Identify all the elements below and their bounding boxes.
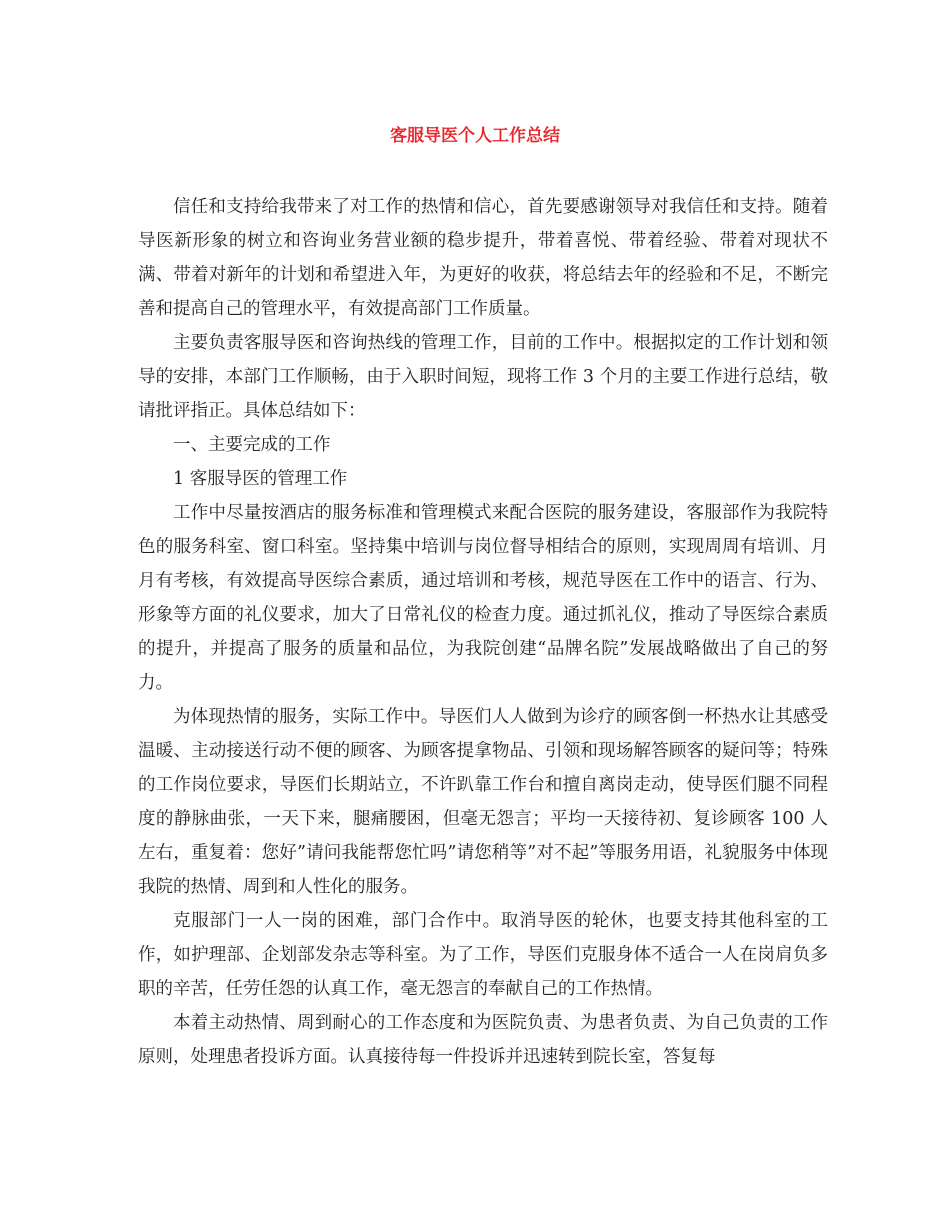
paragraph-responsibilities: 主要负责客服导医和咨询热线的管理工作，目前的工作中。根据拟定的工作计划和领导的安排，本部门工作顺畅，由于入职时间短，现将工作 3 个月的主要工作进行总结，敬请批评指正。具体总结如下： [138, 333, 828, 421]
section-heading: 一、主要完成的工作 [173, 435, 331, 455]
paragraph-intro: 信任和支持给我带来了对工作的热情和信心，首先要感谢领导对我信任和支持。随着导医新形象的树立和咨询业务营业额的稳步提升，带着喜悦、带着经验、带着对现状不满、带着对新年的计划和希望进入年，为更好的收获，将总结去年的经验和不足，不断完善和提高自己的管理水平，有效提高部门工作质量。 [138, 197, 828, 319]
document-body [138, 190, 828, 1074]
paragraph-cooperation: 克服部门一人一岗的困难，部门合作中。取消导医的轮休，也要支持其他科室的工作，如护理部、企划部发杂志等科室。为了工作，导医们克服身体不适合一人在岗肩负多职的辛苦，任劳任怨的认真工作，毫无怨言的奉献自己的工作热情。 [138, 911, 828, 999]
document-title: 客服导医个人工作总结 [390, 126, 560, 146]
paragraph-service: 为体现热情的服务，实际工作中。导医们人人做到为诊疗的顾客倒一杯热水让其感受温暖、主动接送行动不便的顾客、为顾客提拿物品、引领和现场解答顾客的疑问等；特殊的工作岗位要求，导医们长期站立，不许趴靠工作台和擅自离岗走动，使导医们腿不同程度的静脉曲张，一天下来，腿痛腰困，但毫无怨言；平均一天接待初、复诊顾客 100 人左右，重复着：您好”请问我能帮您忙吗”请您稍等”对不起”等服务用语，礼貌服务中体现我院的热情、周到和人性化的服务。 [138, 707, 828, 897]
paragraph-management: 工作中尽量按酒店的服务标准和管理模式来配合医院的服务建设，客服部作为我院特色的服务科室、窗口科室。坚持集中培训与岗位督导相结合的原则，实现周周有培训、月月有考核，有效提高导医综合素质，通过培训和考核，规范导医在工作中的语言、行为、形象等方面的礼仪要求，加大了日常礼仪的检查力度。通过抓礼仪，推动了导医综合素质的提升，并提高了服务的质量和品位，为我院创建“品牌名院”发展战略做出了自己的努力。 [138, 503, 828, 693]
subsection-heading: 1 客服导医的管理工作 [173, 469, 348, 489]
paragraph-complaints: 本着主动热情、周到耐心的工作态度和为医院负责、为患者负责、为自己负责的工作原则，处理患者投诉方面。认真接待每一件投诉并迅速转到院长室，答复每 [138, 1013, 828, 1067]
